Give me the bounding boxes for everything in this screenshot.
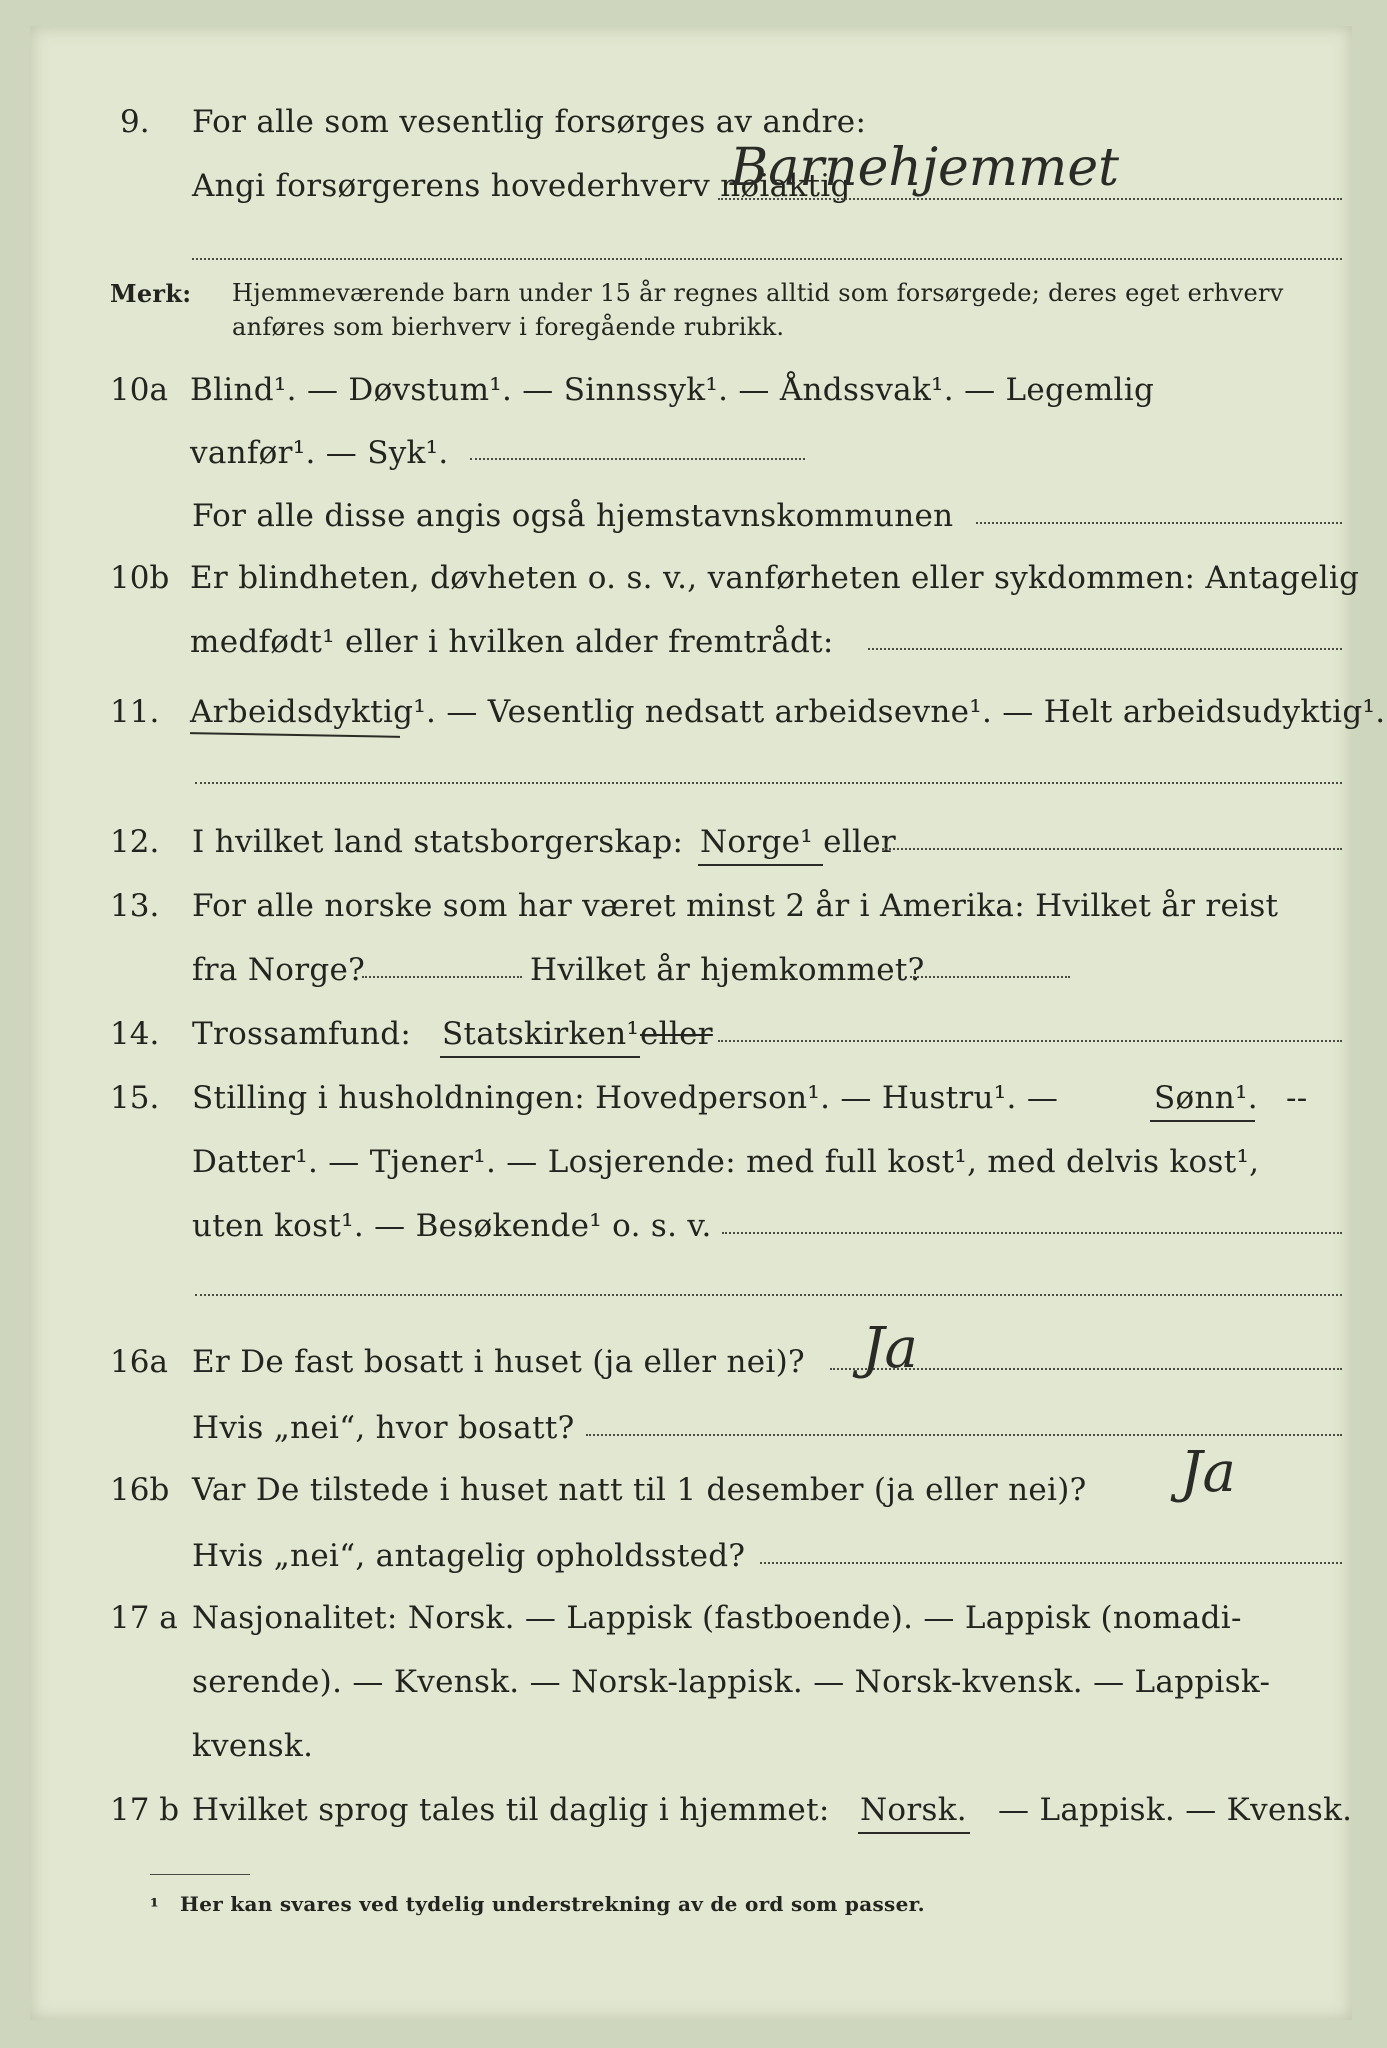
q12-number: 12. [110, 824, 160, 860]
q15-line3-blank [722, 1232, 1342, 1234]
q15-line1b: Sønn¹. [1154, 1080, 1258, 1116]
q14-label: Trossamfund: [192, 1016, 412, 1052]
q14-number: 14. [110, 1016, 160, 1052]
q16a-line2-blank [586, 1434, 1342, 1436]
q16b-line2: Hvis „nei“, antagelig opholdssted? [192, 1538, 746, 1574]
q12-blank-line [882, 848, 1342, 850]
footnote-separator [150, 1874, 250, 1875]
q9-blank-line-a [192, 258, 642, 260]
q10b-line2-blank [868, 648, 1342, 650]
q16a-line2: Hvis „nei“, hvor bosatt? [192, 1410, 575, 1446]
q17b-line1a: Hvilket sprog tales til daglig i hjemmet: [192, 1792, 830, 1828]
q13-line1: For alle norske som har været minst 2 år i Amerika: Hvilket år reist [192, 888, 1279, 924]
q10a-line3: For alle disse angis også hjemstavnskommunen [192, 498, 954, 534]
merk-line1: Hjemmeværende barn under 15 år regnes alltid som forsørgede; deres eget erhverv [232, 279, 1284, 307]
footnote-text: Her kan svares ved tydelig understrekning av de ord som passer. [180, 1892, 925, 1916]
q10a-line1: Blind¹. — Døvstum¹. — Sinnssyk¹. — Åndssvak¹. — Legemlig [190, 372, 1155, 408]
q17a-line1: Nasjonalitet: Norsk. — Lappisk (fastboende). — Lappisk (nomadi- [192, 1600, 1242, 1636]
q15-line1a: Stilling i husholdningen: Hovedperson¹. — Hustru¹. — [192, 1080, 1059, 1116]
q15-blank-line [195, 1294, 1342, 1296]
q14-underline-mark [440, 1056, 640, 1058]
q13-line2a: fra Norge? [192, 952, 366, 988]
q10b-line1: Er blindheten, døvheten o. s. v., vanførheten eller sykdommen: Antagelig [190, 560, 1360, 596]
q13-line2b: Hvilket år hjemkommet? [530, 952, 925, 988]
q17a-number: 17 a [110, 1600, 178, 1636]
q10b-number: 10b [110, 560, 170, 596]
q17b-line1b: — Lappisk. — Kvensk. [998, 1792, 1353, 1828]
merk-label: Merk: [110, 279, 192, 308]
q13-year-returned-blank [910, 976, 1070, 978]
q10a-number: 10a [110, 372, 168, 408]
q17a-line3: kvensk. [192, 1728, 314, 1764]
q15-line1c: -- [1286, 1080, 1308, 1116]
q9-number: 9. [120, 104, 150, 140]
q10a-line2-blank [470, 458, 805, 460]
q9-handwritten-answer: Barnehjemmet [730, 138, 1120, 198]
q15-line3: uten kost¹. — Besøkende¹ o. s. v. [192, 1208, 712, 1244]
q16b-number: 16b [110, 1472, 170, 1508]
q12-underline-mark [698, 864, 823, 866]
q11-blank-line [195, 782, 1342, 784]
q11-line1: Arbeidsdyktig¹. — Vesentlig nedsatt arbeidsevne¹. — Helt arbeidsudyktig¹. [190, 694, 1386, 730]
q14-struck-word: eller [640, 1016, 713, 1052]
merk-line2: anføres som bierhverv i foregående rubrikk. [232, 313, 785, 341]
q10a-line3-blank [976, 522, 1342, 524]
q16b-line2-blank [760, 1562, 1342, 1564]
q16a-number: 16a [110, 1344, 168, 1380]
q9-line1: For alle som vesentlig forsørges av andre: [192, 104, 867, 140]
q16a-line1: Er De fast bosatt i huset (ja eller nei)? [192, 1344, 805, 1380]
q17b-option: Norsk. [860, 1792, 967, 1828]
q11-number: 11. [110, 694, 160, 730]
census-form-page [30, 26, 1386, 2020]
q15-underline-mark [1150, 1120, 1255, 1122]
q17b-underline-mark [858, 1832, 970, 1834]
q17a-line2: serende). — Kvensk. — Norsk-lappisk. — Norsk-kvensk. — Lappisk- [192, 1664, 1271, 1700]
q9-blank-line-b [645, 258, 1342, 260]
q10a-line2: vanfør¹. — Syk¹. [190, 435, 449, 471]
q13-number: 13. [110, 888, 160, 924]
footnote-mark: ¹ [150, 1894, 160, 1918]
q9-answer-line [718, 198, 1342, 200]
q11-underline-mark [190, 732, 400, 738]
q13-year-left-blank [362, 976, 522, 978]
q12-option: Norge¹ eller [700, 824, 897, 860]
q14-blank-line [718, 1040, 1342, 1042]
q16b-handwritten-answer: Ja [1180, 1440, 1236, 1505]
q15-line2: Datter¹. — Tjener¹. — Losjerende: med full kost¹, med delvis kost¹, [192, 1144, 1260, 1180]
q10b-line2: medfødt¹ eller i hvilken alder fremtrådt: [190, 624, 834, 660]
q15-number: 15. [110, 1080, 160, 1116]
q14-option: Statskirken¹ [442, 1016, 640, 1052]
q9-line2: Angi forsørgerens hovederhverv nøiaktig [192, 168, 851, 204]
q16b-line1: Var De tilstede i huset natt til 1 desember (ja eller nei)? [192, 1472, 1087, 1508]
q12-line1: I hvilket land statsborgerskap: [192, 824, 684, 860]
q16a-handwritten-answer: Ja [862, 1316, 918, 1381]
q17b-number: 17 b [110, 1792, 180, 1828]
